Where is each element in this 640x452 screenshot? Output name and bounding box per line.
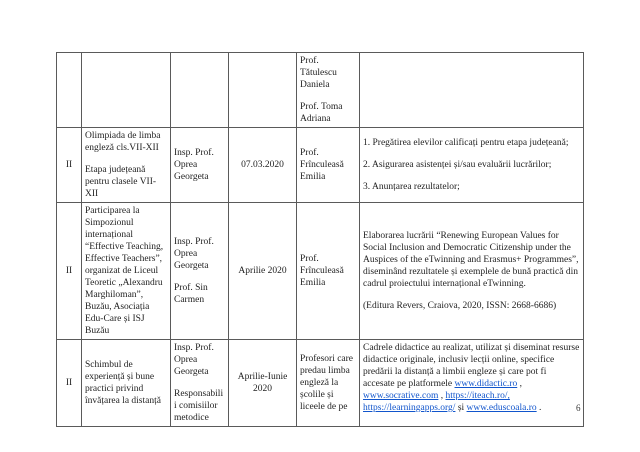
activity-line: Schimbul de experiență și bune practici privind învățarea la distanță: [85, 360, 161, 406]
link-eduscoala[interactable]: www.eduscoala.ro: [466, 403, 537, 413]
coordinator-name: Insp. Prof. Oprea Georgeta: [174, 237, 214, 271]
activity-line: Participarea la Simpozionul internațional “Effective Teaching, Effective Teachers”, organizat de Liceul Teoretic „Alexandru Marghiloman”, Buzău, Asociația Edu-Care și ISJ Buzău: [85, 206, 164, 336]
table-row-olympiad: [57, 128, 584, 203]
table-row-exchange: [57, 340, 584, 427]
page-number: 6: [576, 403, 581, 413]
result-item: (Editura Revers, Craiova, 2020, ISSN: 2668-6686): [363, 301, 557, 311]
cell-responsible: [297, 53, 360, 128]
cell-stage: II: [57, 203, 82, 340]
cell-responsible: [297, 128, 360, 203]
coordinator-name: Insp. Prof. Oprea Georgeta: [174, 148, 214, 182]
cell-coordinator: [171, 203, 229, 340]
professor-name: Prof. Frînculeasă Emilia: [300, 148, 344, 182]
cell-activity: [82, 53, 171, 128]
cell-stage: II: [57, 128, 82, 203]
result-item: Elaborarea lucrării “Renewing European Values for Social Inclusion and Democratic Citizenship under the Auspices of the eTwinning and Erasmus+ Programmes”, diseminând rezultatele și exemplele de bună practică din cadrul proiectului internațional eTwinning.: [363, 231, 579, 289]
cell-activity: [82, 340, 171, 427]
result-item: 3. Anunțarea rezultatelor;: [363, 182, 460, 192]
cell-date: Aprilie 2020: [229, 203, 297, 340]
coordinator-name: Insp. Prof. Oprea Georgeta: [174, 343, 214, 377]
activity-line: Olimpiada de limba engleză cls.VII-XII: [85, 131, 161, 153]
professor-name: Prof. Toma Adriana: [300, 102, 343, 124]
cell-responsible: [297, 203, 360, 340]
cell-activity: [82, 203, 171, 340]
activities-table: [56, 52, 584, 427]
cell-results: [360, 340, 584, 427]
link-learningapps[interactable]: https://learningapps.org/: [363, 403, 456, 413]
cell-results: [360, 128, 584, 203]
cell-results: [360, 203, 584, 340]
result-item: 1. Pregătirea elevilor calificați pentru etapa județeană;: [363, 138, 569, 148]
coordinator-name: Responsabilii comisiilor metodice: [174, 389, 224, 423]
activity-line: Etapa județeană pentru clasele VII-XII: [85, 165, 157, 199]
results-text: și: [455, 403, 467, 413]
results-text: Cadrele didactice au realizat, utilizat și diseminat resurse didactice originale, inclusiv lecții online, specifice predării la distanță a limbii engleze și care pot fi accesate pe platformele: [363, 343, 580, 389]
cell-responsible: [297, 340, 360, 427]
results-paragraph: [363, 342, 580, 414]
coordinator-name: Prof. Sin Carmen: [174, 283, 208, 305]
table-row-symposium: [57, 203, 584, 340]
table-row-carryover: [57, 53, 584, 128]
cell-results: [360, 53, 584, 128]
cell-coordinator: [171, 128, 229, 203]
results-text: .: [536, 403, 542, 413]
cell-coordinator: [171, 340, 229, 427]
cell-date: [229, 53, 297, 128]
professor-name: Profesori care predau limba engleză la școlile și liceele de pe: [300, 354, 354, 412]
cell-stage: [57, 53, 82, 128]
link-iteach[interactable]: https://iteach.ro/,: [445, 391, 510, 401]
professor-name: Prof. Frînculeasă Emilia: [300, 254, 344, 288]
professor-name: Prof. Tătulescu Daniela: [300, 56, 337, 90]
results-text: ,: [438, 391, 446, 401]
link-socrative[interactable]: www.socrative.com: [363, 391, 439, 401]
cell-date: Aprilie-Iunie 2020: [229, 340, 297, 427]
cell-stage: II: [57, 340, 82, 427]
result-item: 2. Asigurarea asistenței și/sau evaluării lucrărilor;: [363, 160, 552, 170]
link-didactic[interactable]: www.didactic.ro: [454, 379, 518, 389]
cell-activity: [82, 128, 171, 203]
results-text: ,: [517, 379, 522, 389]
cell-coordinator: [171, 53, 229, 128]
cell-date: 07.03.2020: [229, 128, 297, 203]
